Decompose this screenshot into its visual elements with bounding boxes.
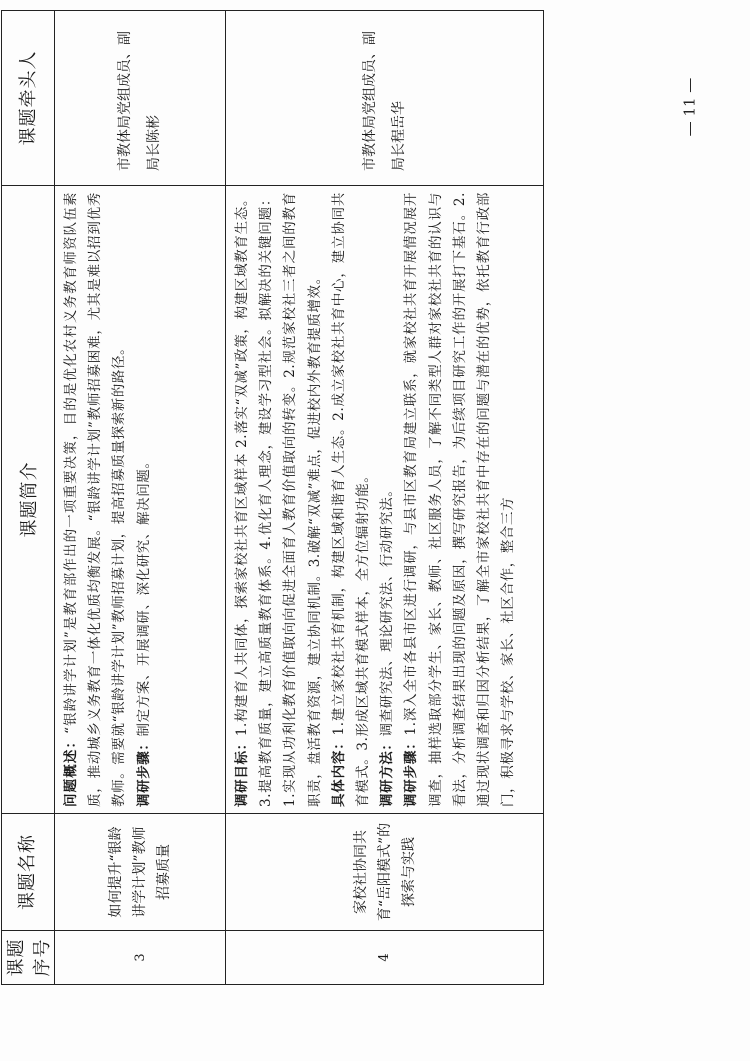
summary-paragraph <box>132 192 156 807</box>
summary-text: 1.建立家校社共育机制，构建区域和谐育人生态。2.成立家校社共育中心，建立协同共育模式。3.形成区域共育模式样本，全方位辐射功能。 <box>330 191 372 807</box>
summary-paragraph <box>375 192 399 807</box>
summary-text: 1.构建育人共同体，探索家校社共育区域样本 2.落实“双减”政策，构建区域教育生态。3.提高教育质量，建立高质量教育体系。4.优化育人理念，建设学习型社会。拟解决的关键问题：1.实现从功利化教育价值取向向促进全面育人教育价值取向的转变。2.规范家校社三者之间的教育职责，盘活教育资源，建立协同机制。3.破解“双减”难点，促进校内外教育提质增效。 <box>234 191 323 807</box>
summary-label: 调研方法： <box>379 736 396 807</box>
summary-label: 问题概述： <box>63 733 79 807</box>
summary-text: 制定方案、开展调研、深化研究、解决问题。 <box>135 454 152 737</box>
page-number: — 11 — <box>680 77 699 137</box>
topic-summary <box>226 186 544 814</box>
topic-name: 家校社协同共育“岳阳模式”的探索与实践 <box>226 814 544 931</box>
summary-label: 调研步骤： <box>403 735 420 807</box>
summary-paragraph <box>59 192 132 807</box>
summary-label: 调研目标： <box>234 736 250 807</box>
summary-paragraph <box>327 192 375 807</box>
table-row <box>226 11 544 985</box>
header-topic-lead: 课题牵头人 <box>2 11 55 186</box>
summary-text: 调查研究法、理论研究法、行动研究法。 <box>379 482 396 737</box>
summary-label: 具体内容： <box>330 735 347 807</box>
topic-number: 3 <box>55 931 226 985</box>
rotated-document <box>1 31 517 985</box>
topics-table <box>1 10 544 985</box>
topic-lead: 市教体局党组成员、副局长程岳华 <box>226 11 544 186</box>
summary-text: 1.深入全市各县市区进行调研，与县市区教育局建立联系，就家校社共育开展情况展开调查，抽样选取部分学生、家长、教师、社区服务人员，了解不同类型人群对家校社共育的认识与看法，分析调查结果出现的问题及原因，撰写研究报告，为后续项目研究工作的开展打下基石。2.通过现状调查和归因分析结果，了解全市家校社共育中存在的问题与潜在的优势，依托教育行政部门，积极寻求与学校、家长、社区合作，整合三方 <box>403 191 517 807</box>
header-topic-number: 课题序号 <box>2 931 55 985</box>
topic-lead: 市教体局党组成员、副局长陈彬 <box>55 11 226 186</box>
header-row <box>2 11 55 985</box>
header-topic-name: 课题名称 <box>2 814 55 931</box>
topic-name: 如何提升“银龄讲学计划”教师招募质量 <box>55 814 226 931</box>
summary-paragraph <box>230 192 327 807</box>
header-topic-summary: 课题简介 <box>2 186 55 814</box>
summary-paragraph <box>399 192 520 807</box>
topic-summary <box>55 186 226 814</box>
summary-text: “银龄讲学计划”是教育部作出的一项重要决策，目的是优化农村义务教育师资队伍素质，推动城乡义务教育一体化优质均衡发展。“银龄讲学计划”教师招募困难，尤其是难以招到优秀教师。需要就“银龄讲学计划”教师招募计划，提高招募质量探索新的路径。 <box>63 192 128 807</box>
table-row <box>55 11 226 985</box>
summary-label: 调研步骤： <box>135 736 152 807</box>
topic-number: 4 <box>226 931 544 985</box>
